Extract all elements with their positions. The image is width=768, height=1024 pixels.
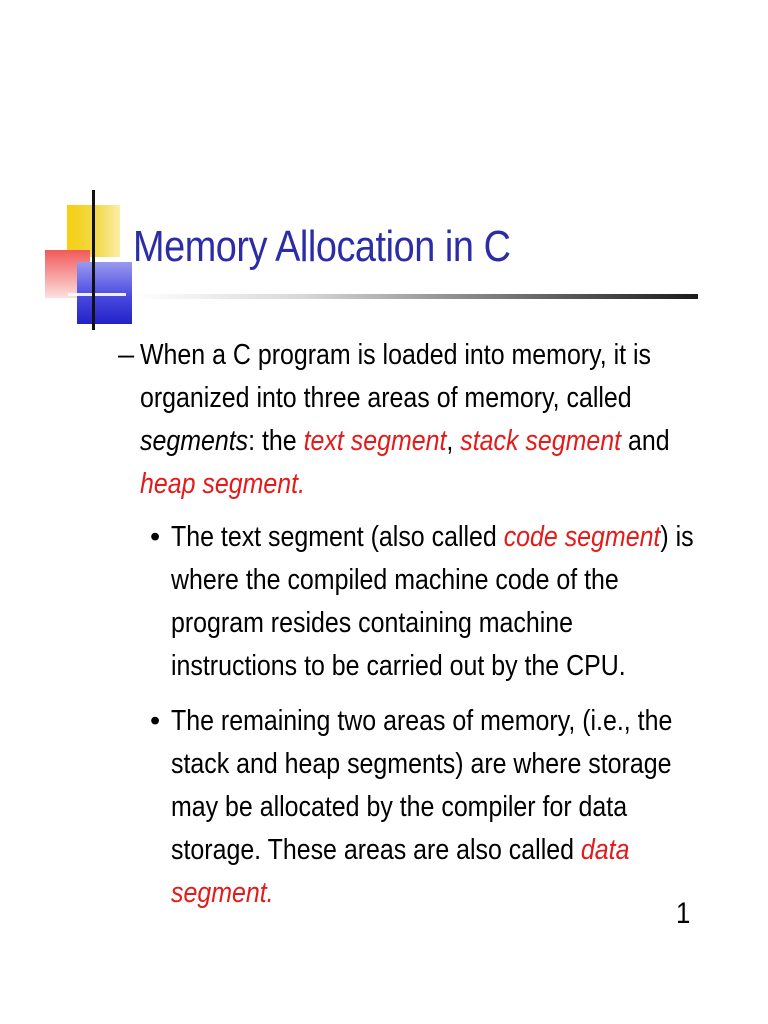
term-segments: segments <box>140 425 249 457</box>
logo-vertical-line <box>92 190 95 330</box>
decorative-logo <box>40 190 140 330</box>
dash-marker: – <box>118 339 135 371</box>
logo-horizontal-line <box>68 293 126 296</box>
term-code-segment: code segment <box>503 521 661 553</box>
term-data-segment: data segment. <box>171 834 630 909</box>
term-heap-segment: heap segment. <box>140 468 305 500</box>
bullet-marker-1: • <box>150 521 161 553</box>
point-2-text <box>171 516 704 688</box>
bullet-marker-2: • <box>150 705 161 737</box>
slide-title: Memory Allocation in C <box>133 222 511 271</box>
point-2-before: The text segment (also called <box>171 521 504 553</box>
point-1-text <box>140 334 699 506</box>
point-1-line-1: When a C program is loaded into memory, it is <box>140 339 652 371</box>
term-stack-segment: stack segment <box>460 425 622 457</box>
point-3-before: The remaining two areas of memory, (i.e., the stack and heap segments) are where storage may be allocated by the compiler for data storage. These areas are also called <box>171 705 673 866</box>
point-1-and: and <box>621 425 670 457</box>
point-3-text <box>171 700 704 915</box>
page-number: 1 <box>676 897 691 930</box>
point-1-line-2: organized into three areas of memory, called <box>140 382 632 414</box>
point-1-after-segments: : the <box>248 425 304 457</box>
title-underline <box>133 294 698 299</box>
term-text-segment: text segment <box>303 425 447 457</box>
point-2-after: ) is where the compiled machine code of the program resides containing machine instructions to be carried out by the CPU. <box>171 521 694 682</box>
point-1-comma: , <box>446 425 461 457</box>
